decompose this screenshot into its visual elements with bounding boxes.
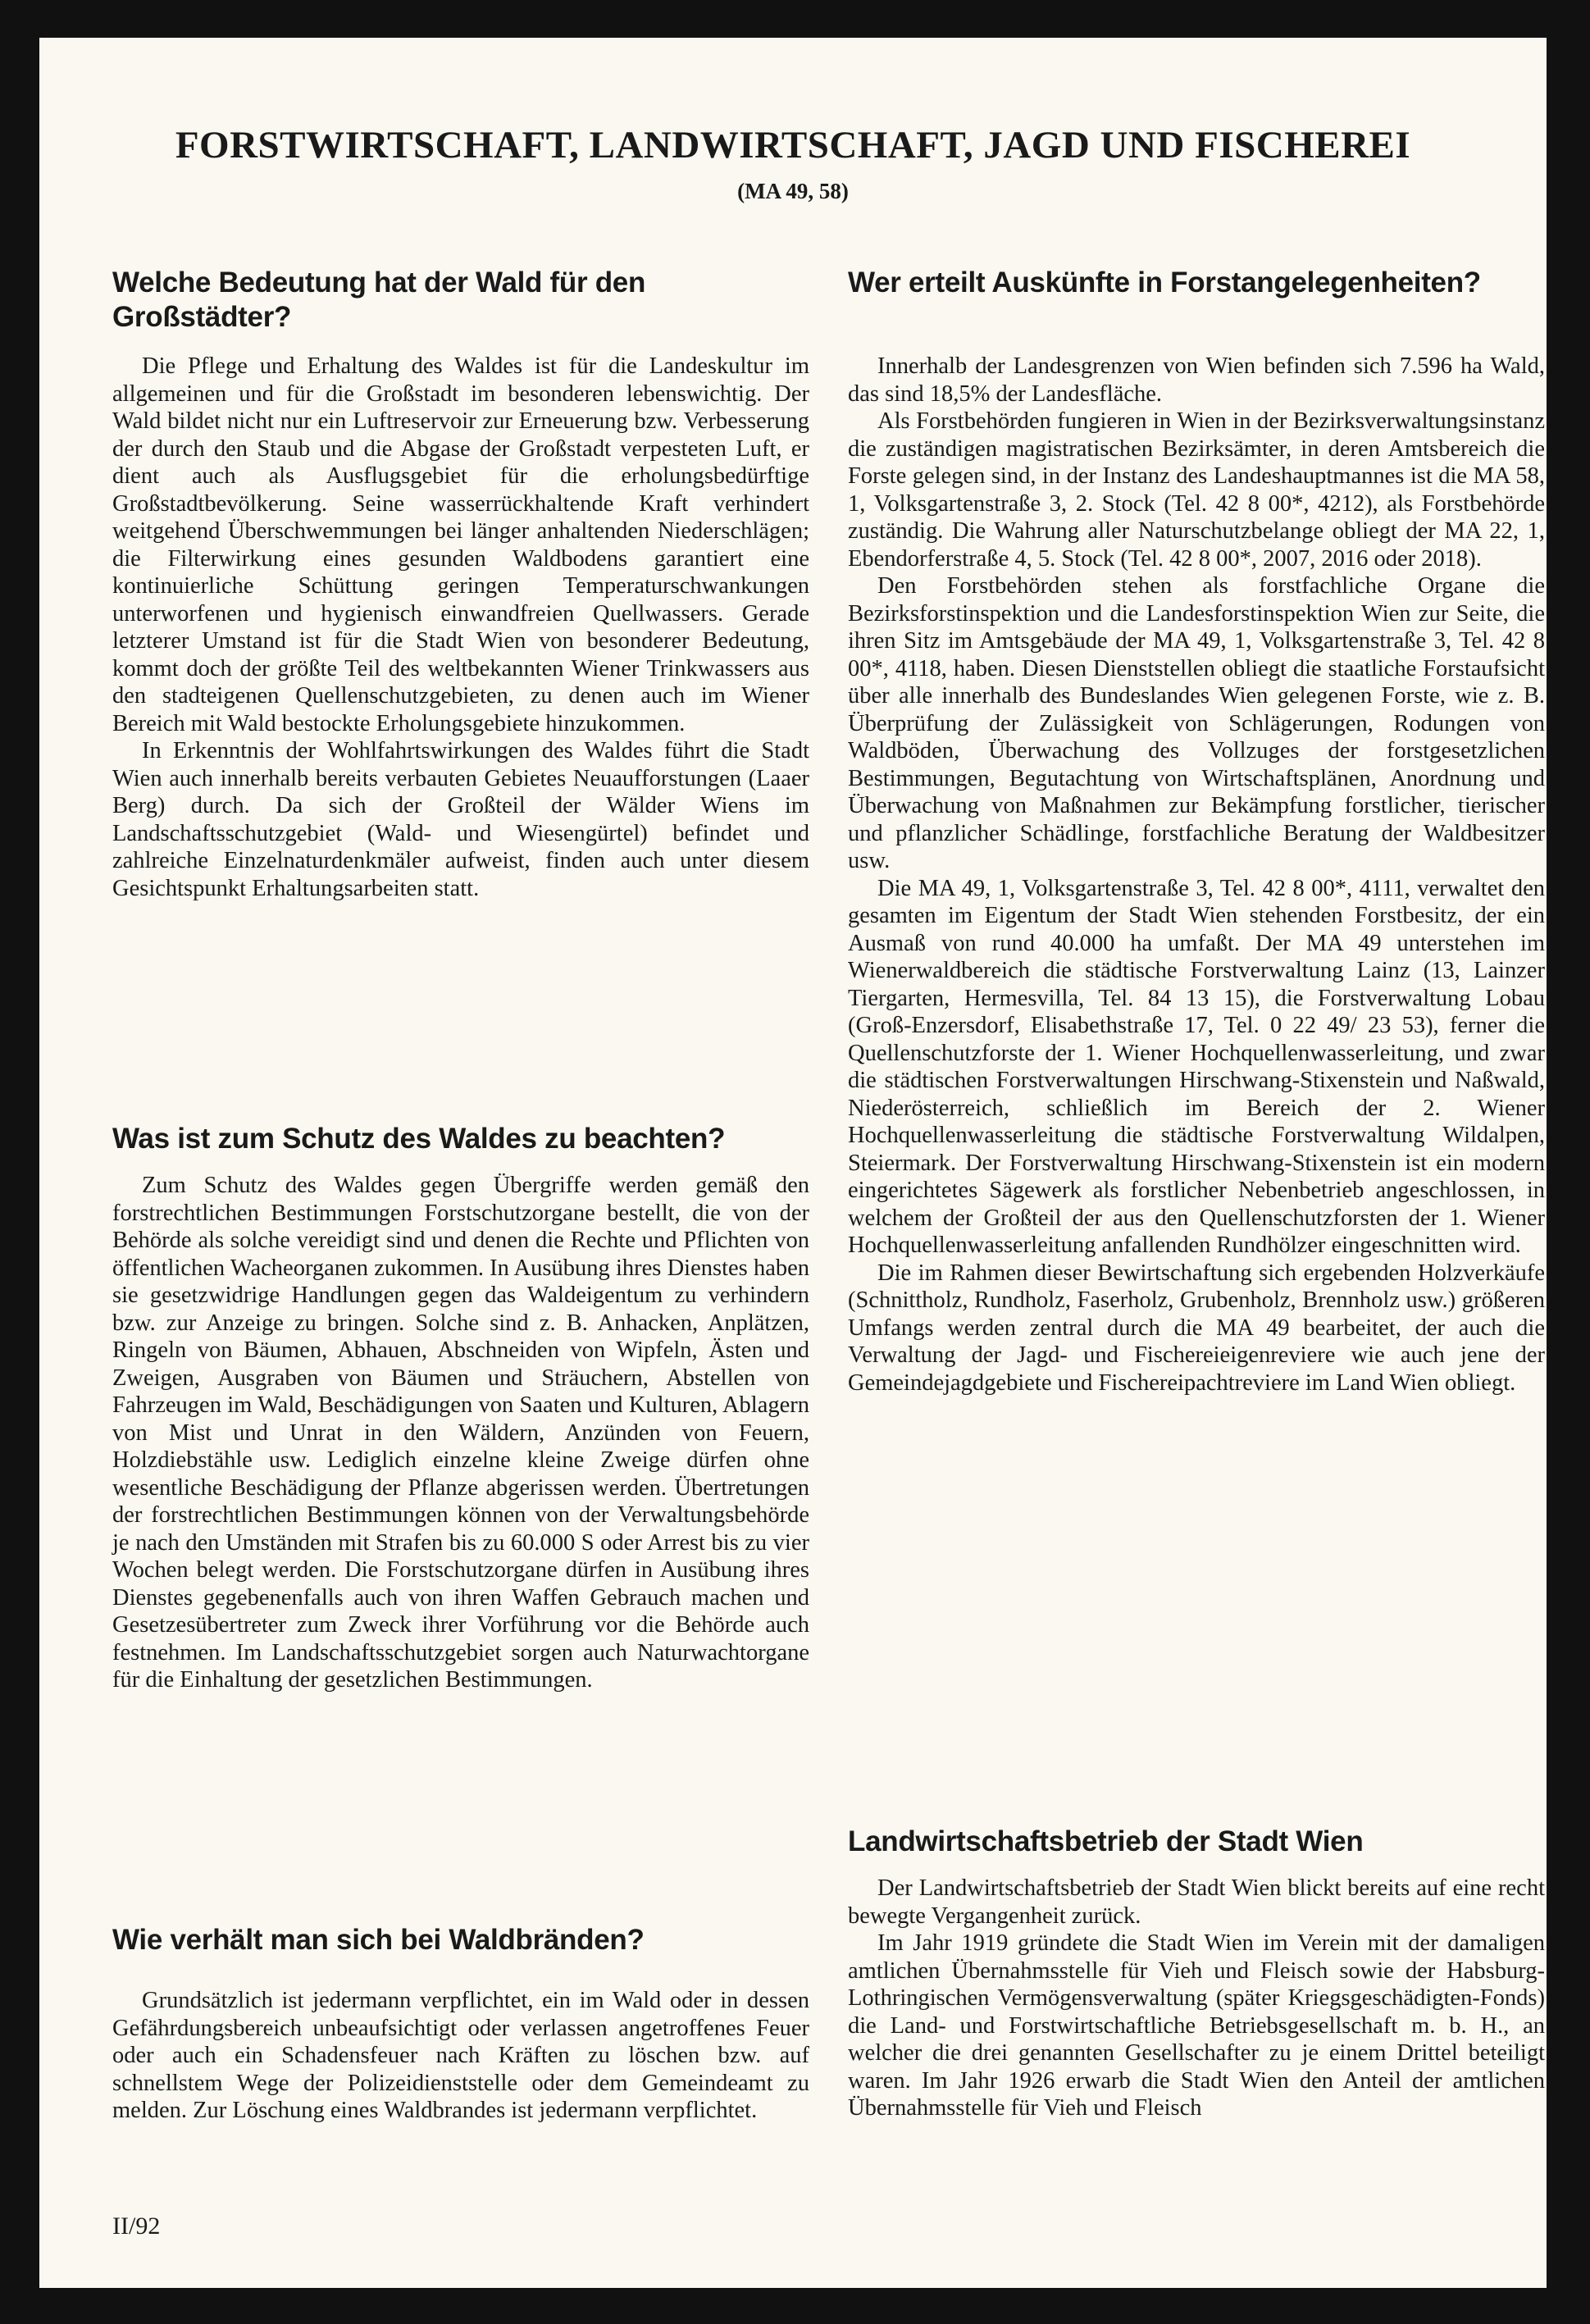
paragraph: Die im Rahmen dieser Bewirtschaftung sich ergebenden Holzverkäufe (Schnittholz, Rundholz, Faserholz, Grubenholz, Brennholz usw.) größeren Umfangs werden zentral durch die MA 49 bearbeitet, der auch die Verwaltung der Jagd- und Fischereieigenreviere wie auch jene der Gemeindejagdgebiete und Fischereipachtreviere im Land Wien obliegt. <box>848 1260 1545 1396</box>
section-heading-auskuenfte: Wer erteilt Auskünfte in Forstangelegenheiten? <box>848 267 1481 298</box>
section-heading-schutz: Was ist zum Schutz des Waldes zu beachten? <box>112 1123 726 1155</box>
section-body-auskuenfte <box>848 353 1545 1397</box>
section-body-waldbraende <box>112 1987 809 2125</box>
page-title: FORSTWIRTSCHAFT, LANDWIRTSCHAFT, JAGD UND FISCHEREI <box>175 124 1411 166</box>
document-page <box>39 38 1547 2288</box>
paragraph: Grundsätzlich ist jedermann verpflichtet, ein im Wald oder in dessen Gefährdungsbereich unbeaufsichtigt oder verlassen angetroffenes Feuer oder auch ein Schadensfeuer nach Kräften zu löschen bzw. auf schnellstem Wege der Polizeidienststelle oder dem Gemeindeamt zu melden. Zur Löschung eines Waldbrandes ist jedermann verpflichtet. <box>112 1988 809 2123</box>
paragraph: Im Jahr 1919 gründete die Stadt Wien im Verein mit der damaligen amtlichen Übernahmsstelle für Vieh und Fleisch sowie der Habsburg-Lothringischen Vermögensverwaltung (später Kriegsgeschädigten-Fonds) die Land- und Forstwirtschaftliche Betriebsgesellschaft m. b. H., an welcher die drei genannten Gesellschafter zu je einem Drittel beteiligt waren. Im Jahr 1926 erwarb die Stadt Wien den Anteil der amtlichen Übernahmsstelle für Vieh und Fleisch <box>848 1930 1545 2121</box>
paragraph: In Erkenntnis der Wohlfahrtswirkungen des Waldes führt die Stadt Wien auch innerhalb bereits verbauten Gebietes Neuaufforstungen (Laaer Berg) durch. Da sich der Großteil der Wälder Wiens im Landschaftsschutzgebiet (Wald- und Wiesengürtel) befindet und zahlreiche Einzelnaturdenkmäler aufweist, finden auch unter diesem Gesichtspunkt Erhaltungsarbeiten statt. <box>112 738 809 901</box>
paragraph: Der Landwirtschaftsbetrieb der Stadt Wien blickt bereits auf eine recht bewegte Vergangenheit zurück. <box>848 1875 1545 1929</box>
page-number: II/92 <box>112 2212 161 2240</box>
section-body-landwirtschaftsbetrieb <box>848 1875 1545 2122</box>
paragraph: Die Pflege und Erhaltung des Waldes ist für die Landeskultur im allgemeinen und für die Großstadt im besonderen lebenswichtig. Der Wald bildet nicht nur ein Luftreservoir zur Erneuerung bzw. Verbesserung der durch den Staub und die Abgase der Großstadt verpesteten Luft, er dient auch als Ausflugsgebiet für die erholungsbedürftige Großstadtbevölkerung. Seine wasserrückhaltende Kraft verhindert weitgehend Überschwemmungen bei länger anhaltenden Niederschlägen; die Filterwirkung eines gesunden Waldbodens garantiert eine kontinuierliche Schüttung geringen Temperaturschwankungen unterworfenen und hygienisch einwandfreien Quellwassers. Gerade letzterer Umstand ist für die Stadt Wien von besonderer Bedeutung, kommt doch der größte Teil des weltbekannten Wiener Trinkwassers aus den stadteigenen Quellenschutzgebieten, zu denen auch im Wiener Bereich mit Wald bestockte Erholungsgebiete hinzukommen. <box>112 353 809 736</box>
paragraph: Die MA 49, 1, Volksgartenstraße 3, Tel. 42 8 00*, 4111, verwaltet den gesamten im Eigentum der Stadt Wien stehenden Forstbesitz, der ein Ausmaß von rund 40.000 ha umfaßt. Der MA 49 unterstehen im Wienerwaldbereich die städtische Forstverwaltung Lainz (13, Lainzer Tiergarten, Hermesvilla, Tel. 84 13 15), die Forstverwaltung Lobau (Groß-Enzersdorf, Elisabethstraße 17, Tel. 0 22 49/ 23 53), ferner die Quellenschutzforste der 1. Wiener Hochquellenwasserleitung, und zwar die städtischen Forstverwaltungen Hirschwang-Stixenstein und Naßwald, Niederösterreich, schließlich im Bereich der 2. Wiener Hochquellenwasserleitung die städtische Forstverwaltung Wildalpen, Steiermark. Der Forstverwaltung Hirschwang-Stixenstein ist ein modern eingerichtetes Sägewerk als forstlicher Nebenbetrieb angeschlossen, in welchem der Großteil der aus den Quellenschutzforsten der 1. Wiener Hochquellenwasserleitung anfallenden Rundhölzer eingeschnitten wird. <box>848 875 1545 1258</box>
page-subtitle: (MA 49, 58) <box>737 179 849 203</box>
section-body-schutz <box>112 1172 809 1694</box>
paragraph: Den Forstbehörden stehen als forstfachliche Organe die Bezirksforstinspektion und die Landesforstinspektion Wien zur Seite, die ihren Sitz im Amtsgebäude der MA 49, 1, Volksgartenstraße 3, Tel. 42 8 00*, 4118, haben. Diesen Dienststellen obliegt die staatliche Forstaufsicht über alle innerhalb des Bundeslandes Wien gelegenen Forste, wie z. B. Überprüfung der Zulässigkeit von Schlägerungen, Rodungen von Waldböden, Überwachung des Vollzuges der forstgesetzlichen Bestimmungen, Begutachtung von Wirtschaftsplänen, Anordnung und Überwachung von Maßnahmen zur Bekämpfung forstlicher, tierischer und pflanzlicher Schädlinge, forstfachliche Beratung der Waldbesitzer usw. <box>848 573 1545 873</box>
section-heading-waldbraende: Wie verhält man sich bei Waldbränden? <box>112 1924 645 1956</box>
section-body-wald-bedeutung <box>112 353 809 902</box>
section-heading-landwirtschaftsbetrieb: Landwirtschaftsbetrieb der Stadt Wien <box>848 1825 1364 1857</box>
paragraph: Innerhalb der Landesgrenzen von Wien befinden sich 7.596 ha Wald, das sind 18,5% der Landesfläche. <box>848 353 1545 407</box>
section-heading-wald-bedeutung: Welche Bedeutung hat der Wald für den Großstädter? <box>112 267 646 333</box>
paragraph: Als Forstbehörden fungieren in Wien in der Bezirksverwaltungsinstanz die zuständigen magistratischen Bezirksämter, in deren Amtsbereich die Forste gelegen sind, in der Instanz des Landeshauptmannes ist die MA 58, 1, Volksgartenstraße 3, 2. Stock (Tel. 42 8 00*, 4212), als Forstbehörde zuständig. Die Wahrung aller Naturschutzbelange obliegt der MA 22, 1, Ebendorferstraße 4, 5. Stock (Tel. 42 8 00*, 2007, 2016 oder 2018). <box>848 408 1545 572</box>
paragraph: Zum Schutz des Waldes gegen Übergriffe werden gemäß den forstrechtlichen Bestimmungen Forstschutzorgane bestellt, die von der Behörde als solche vereidigt sind und denen die Rechte und Pflichten von öffentlichen Wacheorganen zukommen. In Ausübung ihres Dienstes haben sie gesetzwidrige Handlungen gegen das Waldeigentum zu verhindern bzw. zur Anzeige zu bringen. Solche sind z. B. Anhacken, Anplätzen, Ringeln von Bäumen, Abhauen, Abschneiden von Wipfeln, Ästen und Zweigen, Ausgraben von Bäumen und Sträuchern, Abstellen von Fahrzeugen im Wald, Beschädigungen von Saaten und Kulturen, Ablagern von Mist und Unrat in den Wäldern, Anzünden von Feuern, Holzdiebstähle usw. Lediglich einzelne kleine Zweige dürfen ohne wesentliche Beschädigung der Pflanze abgerissen werden. Übertretungen der forstrechtlichen Bestimmungen können von der Verwaltungsbehörde je nach den Umständen mit Strafen bis zu 60.000 S oder Arrest bis zu vier Wochen belegt werden. Die Forstschutzorgane dürfen in Ausübung ihres Dienstes gegebenenfalls auch von ihren Waffen Gebrauch machen und Gesetzesübertreter zum Zweck ihrer Vorführung vor die Behörde auch festnehmen. Im Landschaftsschutzgebiet sorgen auch Naturwachtorgane für die Einhaltung der gesetzlichen Bestimmungen. <box>112 1173 809 1693</box>
